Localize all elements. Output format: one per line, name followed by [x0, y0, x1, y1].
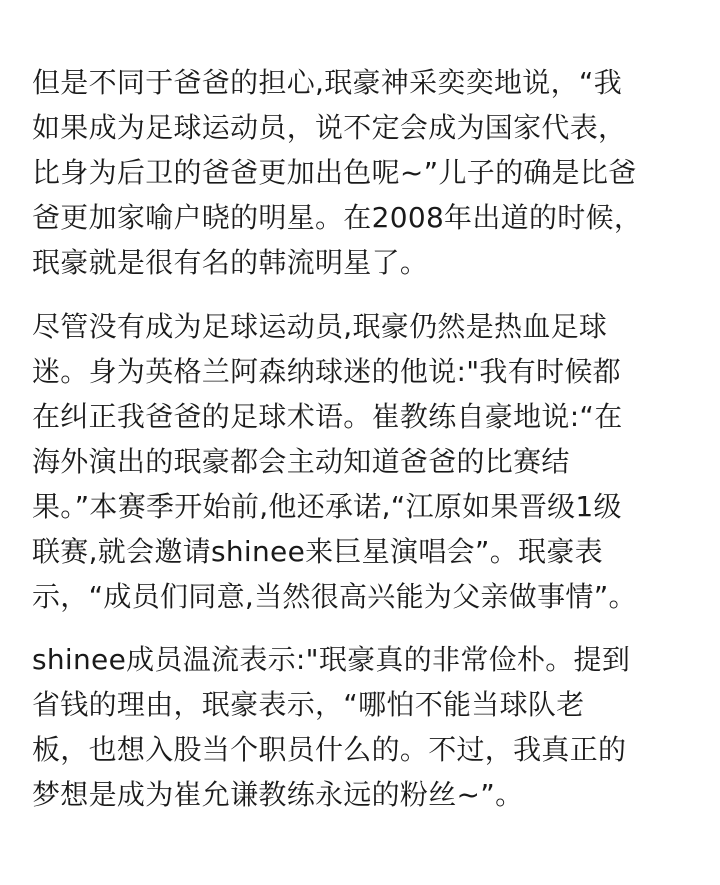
text-line: 示，“成员们同意,当然很高兴能为父亲做事情”。	[32, 580, 637, 613]
text-line: 迷。身为英格兰阿森纳球迷的他说:"我有时候都	[32, 355, 621, 388]
text-line: 在纠正我爸爸的足球术语。崔教练自豪地说:“在	[32, 400, 623, 433]
paragraph-1	[32, 60, 642, 285]
text-line: 果。”本赛季开始前,他还承诺,“江原如果晋级1级	[32, 490, 622, 523]
text-line: 比身为后卫的爸爸更加出色呢~”儿子的确是比爸	[32, 156, 637, 189]
text-line: 如果成为足球运动员，说不定会成为国家代表，	[32, 111, 627, 144]
text-line: 海外演出的珉豪都会主动知道爸爸的比赛结	[32, 445, 570, 478]
text-line: 珉豪就是很有名的韩流明星了。	[32, 246, 429, 279]
paragraph-3	[32, 637, 630, 817]
text-line: 但是不同于爸爸的担心,珉豪神采奕奕地说，“我	[32, 66, 623, 99]
text-line: 尽管没有成为足球运动员,珉豪仍然是热血足球	[32, 310, 608, 343]
text-line: 爸更加家喻户晓的明星。在2008年出道的时候，	[32, 201, 643, 234]
text-line: 梦想是成为崔允谦教练永远的粉丝~”。	[32, 778, 524, 811]
text-line: shinee成员温流表示:"珉豪真的非常俭朴。提到	[32, 643, 631, 676]
text-line: 板，也想入股当个职员什么的。不过，我真正的	[32, 733, 627, 766]
text-line: 联赛,就会邀请shinee来巨星演唱会”。珉豪表	[32, 535, 603, 568]
paragraph-2	[32, 304, 637, 619]
text-line: 省钱的理由，珉豪表示，“哪怕不能当球队老	[32, 688, 585, 721]
